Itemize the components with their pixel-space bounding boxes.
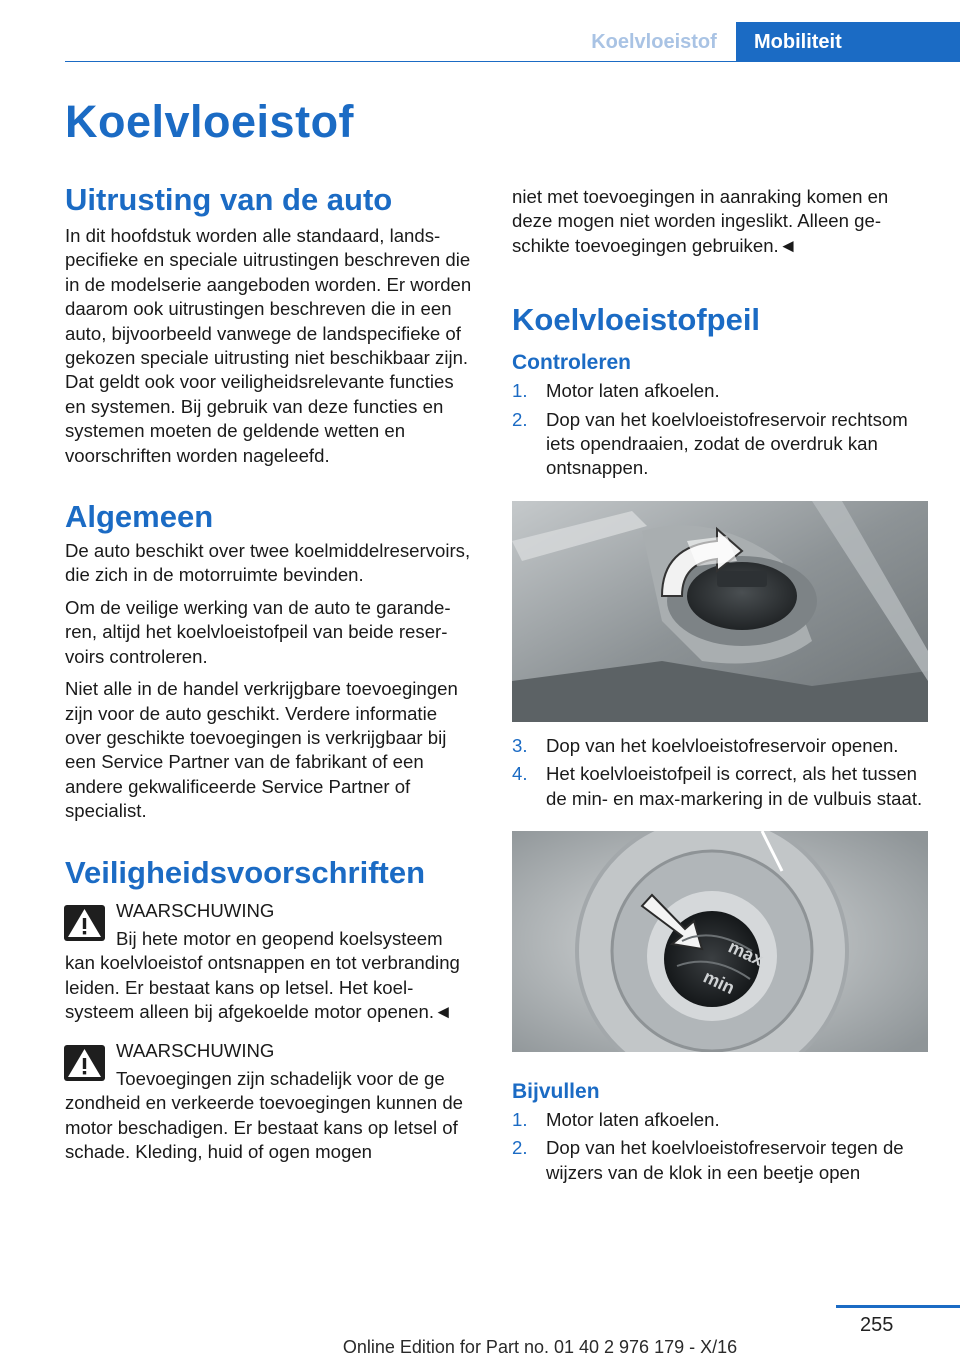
step-text: Motor laten afkoelen. (546, 1109, 720, 1131)
steps-bijvullen (512, 1108, 928, 1185)
step-text: Het koelvloeistofpeil is correct, als het tussen de min- en max-markering in de vulbuis staat. (546, 763, 923, 809)
heading-bijvullen: Bijvullen (512, 1080, 600, 1104)
steps-controleren-b (512, 734, 928, 811)
section-tab: Koelvloeistof (591, 30, 717, 53)
step-text: Dop van het koelvloeistofreservoir rechtsom iets opendraaien, zodat de overdruk kan ontsnappen. (546, 408, 908, 479)
paragraph-continuation: niet met toevoegingen in aanraking komen en deze mogen niet worden ingeslikt. Alleen geschikte toevoegingen gebruiken.◄ (512, 186, 889, 256)
steps-controleren-a (512, 379, 928, 481)
page-number: 255 (860, 1314, 894, 1336)
step-number: 2. (512, 1137, 528, 1159)
heading-controleren: Controleren (512, 351, 632, 375)
warning-text-1-start: Bij hete motor en geopend koelsysteem (116, 927, 443, 949)
list-item (512, 1136, 928, 1185)
step-number: 1. (512, 1109, 528, 1131)
paragraph-algemeen-2: Om de veilige werking van de auto te garanderen, altijd het koelvloeistofpeil van beide reservoirs controleren. (65, 596, 451, 667)
heading-algemeen: Algemeen (65, 499, 214, 535)
warning-block-1 (65, 899, 475, 1025)
list-item (512, 1108, 928, 1132)
photo-filler-neck-illustration (512, 831, 928, 1052)
warning-text-1-rest: kan koelvloeistof ontsnappen en tot verbranding leiden. Er bestaat kans op letsel. Het koelsysteem alleen bij afgekoelde motor openen.◄ (65, 952, 460, 1023)
footer-edition: Online Edition for Part no. 01 40 2 976 179 - X/16 (342, 1337, 738, 1357)
warning-text-2-rest: zondheid en verkeerde toevoegingen kunnen de motor beschadigen. Er bestaat kans op letsel of schade. Kleding, huid of ogen mogen (65, 1092, 464, 1163)
paragraph-algemeen-3: Niet alle in de handel verkrijgbare toevoegingen zijn voor de auto geschikt. Verdere informatie over geschikte toevoegingen is verkrijgbaar bij een Service Partner van de fabrikant of een andere gekwalificeerde Service Partner of specialist. (65, 678, 458, 822)
heading-koelvloeistofpeil: Koelvloeistofpeil (512, 302, 761, 338)
step-number: 3. (512, 734, 528, 756)
list-item (512, 734, 928, 758)
header-rule (65, 61, 960, 62)
step-number: 4. (512, 763, 528, 785)
step-number: 1. (512, 380, 528, 402)
photo-coolant-level-markings (512, 831, 928, 1052)
step-text: Dop van het koelvloeistofreservoir tegen de wijzers van de klok in een beetje open (546, 1137, 904, 1183)
warning-text-2-start: Toevoegingen zijn schadelijk voor de ge (116, 1067, 445, 1089)
step-text: Dop van het koelvloeistofreservoir openen. (546, 734, 899, 756)
warning-triangle-icon (64, 1045, 105, 1081)
list-item (512, 762, 928, 811)
step-number: 2. (512, 408, 528, 430)
footer-rule (836, 1305, 960, 1308)
right-column (512, 185, 928, 1185)
warning-label-1: WAARSCHUWING (116, 899, 275, 921)
warning-block-2 (65, 1039, 475, 1165)
photo-coolant-cap-illustration (512, 501, 928, 722)
list-item (512, 408, 928, 481)
paragraph-algemeen-1: De auto beschikt over twee koelmiddelreservoirs, die zich in de motorruimte bevinden. (65, 540, 471, 586)
paragraph-uitrusting: In dit hoofdstuk worden alle standaard, landspecifieke en speciale uitrustingen beschreven die in de modelserie aangeboden worden. Er worden daarom ook uitrustingen beschreven die in een auto, bijvoorbeeld vanwege de landspecifieke of gekozen speciale uitrusting niet beschikbaar zijn. Dat geldt ook voor veiligheidsrelevante functies en systemen. Bij gebruik van deze functies en systemen moeten de geldende wetten en voorschriften worden nageleefd. (65, 225, 472, 466)
photo-coolant-cap-open (512, 501, 928, 722)
left-column (65, 180, 475, 1165)
heading-veiligheidsvoorschriften: Veiligheidsvoorschriften (65, 854, 426, 890)
list-item (512, 379, 928, 403)
chapter-tab: Mobiliteit (736, 22, 960, 62)
label-max: max (725, 936, 767, 970)
heading-uitrusting: Uitrusting van de auto (65, 182, 393, 217)
page-title: Koelvloeistof (65, 96, 355, 147)
warning-triangle-icon (64, 905, 105, 941)
warning-label-2: WAARSCHUWING (116, 1039, 275, 1061)
label-min: min (700, 966, 738, 999)
step-text: Motor laten afkoelen. (546, 380, 720, 402)
